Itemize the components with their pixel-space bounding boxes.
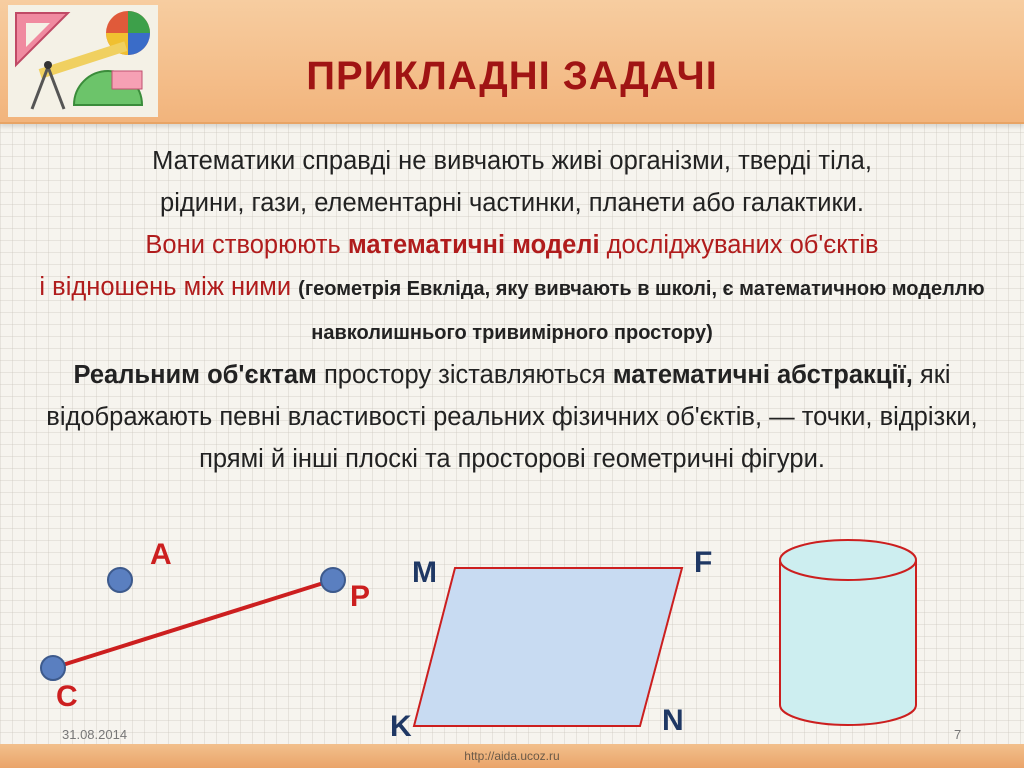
point-a <box>108 568 132 592</box>
label-a: A <box>150 538 172 571</box>
paragraph-3-part-2: які відображають певні властивості реальних фізичних об'єктів, — точки, відрізки, прямі й інші плоскі та просторові геометричні фігури. <box>46 361 978 473</box>
label-n: N <box>662 704 684 737</box>
page-title: ПРИКЛАДНІ ЗАДАЧІ <box>306 54 718 98</box>
cylinder <box>780 540 916 725</box>
point-p <box>321 568 345 592</box>
label-k: K <box>390 710 412 743</box>
paragraph-2-note: (геометрія Евкліда, яку вивчають в школі, є математичною моделлю навколишнього тривимірного простору) <box>298 278 985 344</box>
paragraph-1-line-2: рідини, гази, елементарні частинки, планети або галактики. <box>160 189 864 217</box>
paragraph-3-bold-1: Реальним об'єктам <box>73 361 317 389</box>
label-p: P <box>350 580 371 613</box>
label-f: F <box>694 546 713 579</box>
paragraph-2-part-2: досліджуваних об'єктів <box>599 231 879 259</box>
paragraph-2-bold: математичні моделі <box>347 231 600 259</box>
parallelogram-mfnk <box>414 568 682 726</box>
segment-cp <box>53 580 333 668</box>
paragraph-3-part-1: простору зіставляються <box>316 361 613 389</box>
paragraph-2-part-1: Вони створюють <box>145 231 348 259</box>
point-c <box>41 656 65 680</box>
footer-bar <box>0 744 1024 768</box>
paragraph-1-line-1: Математики справді не вивчають живі організми, тверді тіла, <box>152 147 872 175</box>
label-m: M <box>412 556 437 589</box>
paragraph-2-part-3: і відношень між ними <box>39 273 299 301</box>
label-c: C <box>56 680 78 713</box>
paragraph-3-bold-2: математичні абстракції, <box>612 361 913 389</box>
footer-url: http://aida.ucoz.ru <box>464 749 560 763</box>
page-number: 7 <box>954 727 962 742</box>
footer-date: 31.08.2014 <box>62 727 128 742</box>
